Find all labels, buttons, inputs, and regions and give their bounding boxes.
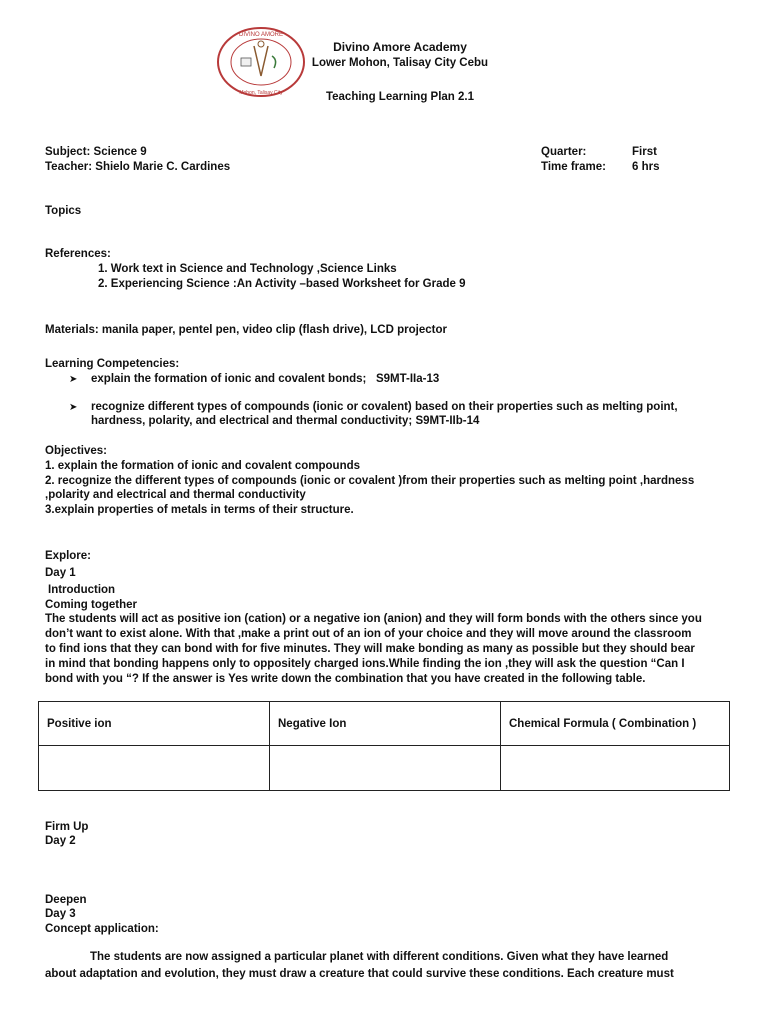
timeframe-value: 6 hrs: [632, 161, 660, 173]
explore-line: don’t want to exist alone. With that ,make a print out of an ion of your choice and they will move around the classroom: [45, 628, 692, 640]
arrow-bullet-icon: ➤: [69, 402, 78, 413]
topics-heading: Topics: [45, 205, 82, 217]
table-cell-formula[interactable]: [501, 746, 730, 791]
table-header-cell: Positive ion: [39, 702, 270, 746]
school-address: Lower Mohon, Talisay City Cebu: [311, 57, 489, 69]
table-header-cell: Negative Ion: [270, 702, 501, 746]
quarter-label: Quarter:: [541, 146, 587, 158]
quarter-value: First: [632, 146, 657, 158]
teacher-line: Teacher: Shielo Marie C. Cardines: [45, 161, 231, 173]
explore-line: The students will act as positive ion (cation) or a negative ion (anion) and they will form bonds with the others since you: [45, 613, 702, 625]
competency-item-line: hardness, polarity, and electrical and thermal conductivity; S9MT-IIb-14: [91, 415, 480, 427]
deepen-heading: Deepen: [45, 894, 87, 906]
svg-text:Mohon, Talisay City: Mohon, Talisay City: [239, 90, 283, 96]
objectives-heading: Objectives:: [45, 445, 107, 457]
timeframe-label: Time frame:: [541, 161, 606, 173]
objective-line: 3.explain properties of metals in terms of their structure.: [45, 504, 354, 516]
activity-title: Coming together: [45, 599, 137, 611]
objective-line: 1. explain the formation of ionic and covalent compounds: [45, 460, 361, 472]
materials-line: Materials: manila paper, pentel pen, video clip (flash drive), LCD projector: [45, 324, 447, 336]
explore-heading: Explore:: [45, 550, 92, 562]
table-row: [39, 746, 730, 791]
references-heading: References:: [45, 248, 111, 260]
firmup-day: Day 2: [45, 835, 76, 847]
svg-text:DIVINO AMORE: DIVINO AMORE: [238, 32, 284, 38]
ion-combination-table: [38, 701, 730, 791]
competencies-heading: Learning Competencies:: [45, 358, 180, 370]
explore-intro: Introduction: [48, 584, 116, 596]
competency-item: explain the formation of ionic and covalent bonds; S9MT-IIa-13: [91, 373, 440, 385]
concept-application-heading: Concept application:: [45, 923, 159, 935]
deepen-day: Day 3: [45, 908, 76, 920]
reference-item: 2. Experiencing Science :An Activity –based Worksheet for Grade 9: [98, 278, 466, 290]
competency-item-line: recognize different types of compounds (ionic or covalent) based on their properties such as melting point,: [91, 401, 678, 413]
arrow-bullet-icon: ➤: [69, 374, 78, 385]
explore-day: Day 1: [45, 567, 76, 579]
plan-title: Teaching Learning Plan 2.1: [325, 91, 475, 103]
explore-line: to find ions that they can bond with for five minutes. They will make bonding as many as possible but they should bear: [45, 643, 695, 655]
table-header-cell: Chemical Formula ( Combination ): [501, 702, 730, 746]
objective-line: ,polarity and electrical and thermal conductivity: [45, 489, 306, 501]
objective-line: 2. recognize the different types of compounds (ionic or covalent )from their properties such as melting point ,hardness: [45, 475, 695, 487]
explore-line: bond with you “? If the answer is Yes write down the combination that you have created in the following table.: [45, 673, 646, 685]
explore-line: in mind that bonding happens only to oppositely charged ions.While finding the ion ,they will ask the question “Can I: [45, 658, 685, 670]
deepen-line: The students are now assigned a particular planet with different conditions. Given what they have learned: [90, 951, 669, 963]
firmup-heading: Firm Up: [45, 821, 89, 833]
table-header-row: [39, 702, 730, 746]
school-name: Divino Amore Academy: [333, 40, 467, 54]
deepen-line: about adaptation and evolution, they must draw a creature that could survive these conditions. Each creature must: [45, 968, 674, 980]
subject-line: Subject: Science 9: [45, 146, 147, 158]
reference-item: 1. Work text in Science and Technology ,Science Links: [98, 263, 397, 275]
table-cell-positive[interactable]: [39, 746, 270, 791]
table-cell-negative[interactable]: [270, 746, 501, 791]
